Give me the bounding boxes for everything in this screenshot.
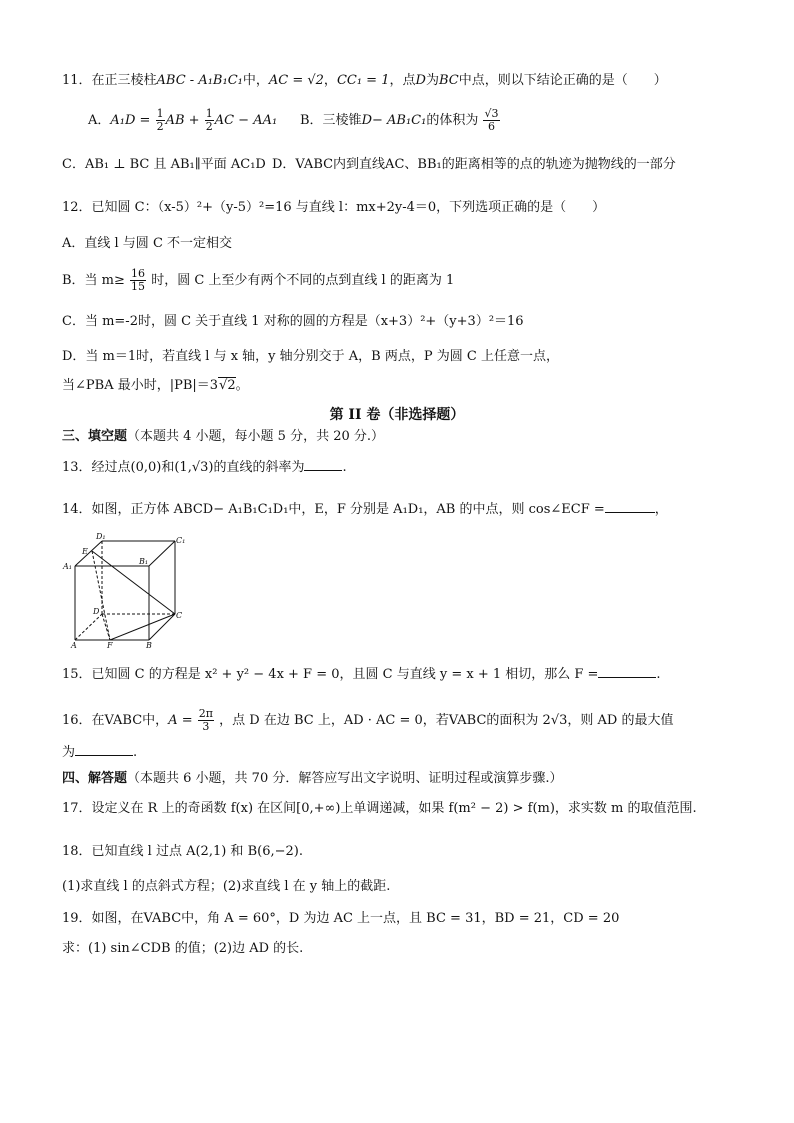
- label-d1: D₁: [96, 532, 106, 541]
- q12-option-d-line2: 当∠PBA 最小时，|PB|＝3√2。: [62, 378, 249, 393]
- fill-blank-heading: 三、填空题（本题共 4 小题，每小题 5 分，共 20 分.）: [62, 429, 385, 444]
- fraction: $\frac{√3}{6}$: [484, 107, 499, 133]
- q11-option-d: D．VABC内到直线AC、BB₁的距离相等的点的轨迹为抛物线的一部分: [272, 157, 676, 172]
- fraction: $\frac{2\pi}{3}$: [198, 707, 213, 733]
- label-c1: C₁: [176, 536, 186, 545]
- q12-option-c: C．当 m=-2时，圆 C 关于直线 1 对称的圆的方程是（x+3）²+（y+3）²＝16: [62, 314, 524, 329]
- q16-line2: 为 .: [62, 745, 138, 760]
- label-f: F: [107, 641, 113, 648]
- answer-blank[interactable]: [75, 743, 133, 756]
- fraction: $\frac{16}{15}$: [131, 267, 146, 293]
- label-c: C: [176, 611, 183, 620]
- q13: 13．经过点(0,0)和(1,√3)的直线的斜率为 .: [62, 460, 347, 475]
- fraction: $\frac{1}{2}$: [156, 107, 164, 133]
- answer-blank[interactable]: [304, 458, 342, 471]
- q18-sub: (1)求直线 l 的点斜式方程；(2)求直线 l 在 y 轴上的截距.: [62, 879, 391, 894]
- label-b: B: [146, 641, 152, 648]
- q11-option-a: A．A₁D = $\frac{1}{2}$ AB + $\frac{1}{2}$ AC − AA₁: [88, 107, 278, 133]
- q12-stem: 12．已知圆 C：（x-5）²+（y-5）²=16 与直线 l：mx+2y-4＝0，下列选项正确的是（ ）: [62, 200, 606, 215]
- q12-option-a: A．直线 l 与圆 C 不一定相交: [62, 236, 233, 251]
- label-a: A: [71, 641, 77, 648]
- answer-blank[interactable]: [605, 500, 655, 513]
- q15: 15．已知圆 C 的方程是 x² + y² − 4x + F = 0，且圆 C 与直线 y = x + 1 相切，那么 F = .: [62, 667, 661, 682]
- q19: 19．如图，在VABC中，角 A = 60°，D 为边 AC 上一点，且 BC = 31，BD = 21，CD = 20: [62, 911, 620, 926]
- section-title: 第 II 卷（非选择题）: [329, 407, 465, 423]
- q14: 14．如图，正方体 ABCD− A₁B₁C₁D₁中，E，F 分别是 A₁D₁，AB 的中点，则 cos∠ECF = ，: [62, 502, 668, 517]
- label-d: D: [93, 607, 100, 616]
- q18: 18．已知直线 l 过点 A(2,1) 和 B(6,−2).: [62, 844, 303, 859]
- label-a1: A₁: [63, 562, 72, 571]
- answer-blank[interactable]: [598, 665, 656, 678]
- q11-stem: 11．在正三棱柱ABC - A₁B₁C₁中，AC = √2，CC₁ = 1，点D为BC中点，则以下结论正确的是（ ）: [62, 73, 667, 88]
- q11-option-b: B．三棱锥D− AB₁C₁的体积为 $\frac{√3}{6}$: [300, 107, 499, 133]
- q11-option-c: C．AB₁ ⊥ BC 且 AB₁∥平面 AC₁D: [62, 157, 266, 172]
- q12-option-d-line1: D．当 m＝1时，若直线 l 与 x 轴，y 轴分别交于 A，B 两点，P 为圆 C 上任意一点，: [62, 349, 559, 364]
- q12-option-b: B．当 m≥ $\frac{16}{15}$ 时，圆 C 上至少有两个不同的点到直线 l 的距离为 1: [62, 267, 455, 293]
- fraction: $\frac{1}{2}$: [205, 107, 213, 133]
- q16-line1: 16．在VABC中，A = $\frac{2\pi}{3}$ ，点 D 在边 BC 上，AD · AC = 0，若VABC的面积为 2√3，则 AD 的最大值: [62, 707, 674, 733]
- q19-sub: 求：(1) sin∠CDB 的值；(2)边 AD 的长.: [62, 941, 304, 956]
- solve-heading: 四、解答题（本题共 6 小题，共 70 分．解答应写出文字说明、证明过程或演算步骤.）: [62, 771, 563, 786]
- label-b1: B₁: [139, 557, 149, 566]
- label-e: E: [82, 547, 88, 556]
- q17: 17．设定义在 R 上的奇函数 f(x) 在区间[0,+∞)上单调递减，如果 f(m² − 2) > f(m)，求实数 m 的取值范围.: [62, 801, 697, 816]
- cube-figure: [62, 530, 187, 648]
